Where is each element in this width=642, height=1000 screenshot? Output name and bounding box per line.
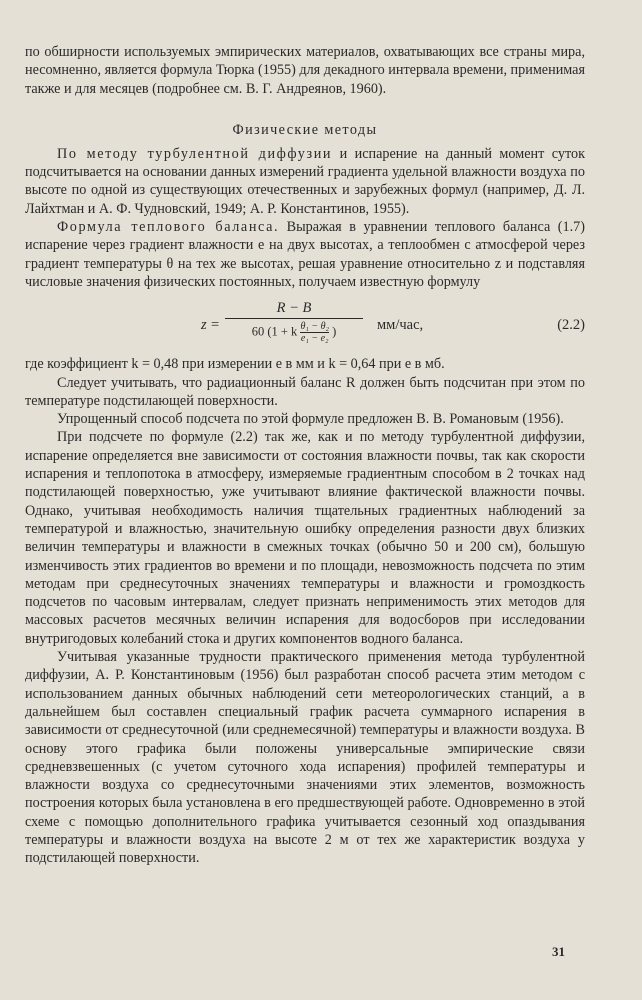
formula-units: мм/час,	[377, 317, 424, 334]
formula-denominator	[225, 321, 363, 344]
paragraph-calculation: При подсчете по формуле (2.2) так же, как и по методу турбулентной диффузии, испарение определяется вне зависимости от состояния влажности почвы, так как скорости испарения и теплопотока в атмосферу, измеряемые градиентным способом в 2 точках над подстилающей поверхностью, уже учитывают влияние фактической влажности почвы. Однако, учитывая необходимость наличия тщательных градиентных наблюдений за температурой и влажностью, значительную ошибку определения разности двух близких величин температуры и влажности в смежных точках (обычно 50 и 200 см), большую изменчивость этих градиентов во времени и по площади, невозможность подсчета по этим методам при среднесуточных значениях температуры и влажности и громоздкость подсчетов по часовым интервалам, следует признать неприменимость этих методов для массовых расчетов месячных величин испарения для водосборов при исследовании внутригодовых колебаний стока и других компонентов водного баланса.	[25, 429, 585, 647]
formula-fraction-bar	[225, 318, 363, 319]
formula-fraction	[225, 299, 363, 344]
section-title: Физические методы	[232, 121, 378, 138]
page-number: 31	[552, 944, 565, 959]
formula-number: (2.2)	[557, 317, 585, 334]
page-body	[25, 43, 585, 868]
paragraph-coefficient: где коэффициент k = 0,48 при измерении e в мм и k = 0,64 при e в мб.	[25, 356, 445, 373]
formula-denominator-suffix: )	[332, 324, 337, 339]
paragraph-turbulent-diffusion	[25, 145, 585, 218]
paragraph-heat-balance	[25, 218, 585, 291]
paragraph-konstantinov: Учитывая указанные трудности практического применения метода турбулентной диффузии, А. Р. Константиновым (1956) был разработан способ расчета этим методом с использованием данных обычных наблюдений сети метеорологических станций, а в дальнейшем был составлен специальный график расчета суммарного испарения в зависимости от среднесуточной (или среднемесячной) температуры и влажности воздуха. В основу этого графика были положены универсальные эмпирические связи средневзвешенных (с учетом суточного хода испарения) профилей температуры и влажности воздуха со среднесуточными значениями этих элементов, возможность построения которых была установлена в его предшествующей работе. Одновременно в этой схеме с помощью дополнительного графика учитывается сезонный ход опаздывания температуры и влажности воздуха на высоте 2 м от тех же характеристик воздуха у подстилающей поверхности.	[25, 649, 585, 867]
formula-inner-denominator: e₁ − e₂	[300, 333, 329, 345]
formula-equals: =	[211, 317, 220, 334]
formula-2-2	[25, 299, 585, 353]
paragraph-radiation-balance: Следует учитывать, что радиационный баланс R должен быть подсчитан при этом по температуре подстилающей поверхности.	[25, 374, 585, 409]
formula-lhs: z	[201, 317, 207, 334]
paragraph-turbulent-diffusion-text: и испарение на данный момент суток подсчитывается на основании данных измерений градиента удельной влажности воздуха по высоте по одной из существующих отечественных и зарубежных формул (например, Д. Л. Лайхтман и А. Ф. Чудновский, 1949; А. Р. Константинов, 1955).	[25, 145, 585, 217]
paragraph-tiurk: по обширности используемых эмпирических материалов, охватывающих все страны мира, несомненно, является формула Тюрка (1955) для декадного интервала времени, применимая также и для месяцев (подробнее см. В. Г. Андреянов, 1960).	[25, 44, 585, 97]
term-turbulent-diffusion: По методу турбулентной диффузии	[57, 145, 333, 162]
paragraph-heat-balance-text: Выражая в уравнении теплового баланса (1.7) испарение через градиент влажности e на двух высотах, а теплообмен с атмосферой через градиент температуры θ на тех же высотах, решая уравнение относительно z и подставляя числовые значения физических постоянных, получаем известную формулу	[25, 219, 585, 290]
formula-denominator-prefix: 60 (1 + k	[251, 324, 298, 339]
formula-inner-numerator: θ₁ − θ₂	[300, 321, 329, 333]
term-heat-balance: Формула теплового баланса.	[57, 219, 280, 236]
formula-numerator: R − B	[276, 300, 312, 317]
formula-inner-fraction	[300, 321, 329, 344]
paragraph-romanov: Упрощенный способ подсчета по этой формуле предложен В. В. Романовым (1956).	[57, 411, 564, 428]
